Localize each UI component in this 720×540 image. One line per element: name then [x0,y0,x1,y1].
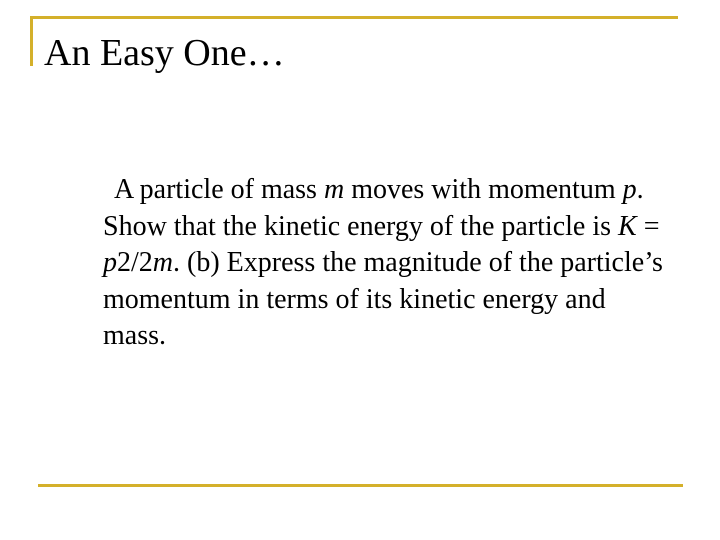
text-segment: moves with momentum [344,174,623,205]
slide-body [103,172,663,355]
text-segment: A particle of mass [114,174,324,205]
slide-title: An Easy One… [44,32,285,74]
text-segment: . (b) Express the magnitude of the particle’s momentum in terms of its kinetic energy and mass. [103,247,663,351]
variable-p: p [622,174,637,205]
top-accent-rule [30,16,678,19]
equals-sign: = [636,210,660,242]
variable-m: m [323,174,345,205]
variable-p: p [103,247,117,278]
left-accent-rule [30,16,33,66]
fraction-text: 2/2 [117,247,153,278]
problem-text [103,172,663,355]
text-segment: . Show that the kinetic energy of the particle is [103,174,644,242]
variable-K: K [618,210,637,242]
bottom-accent-rule [38,484,683,487]
variable-m: m [152,247,174,278]
